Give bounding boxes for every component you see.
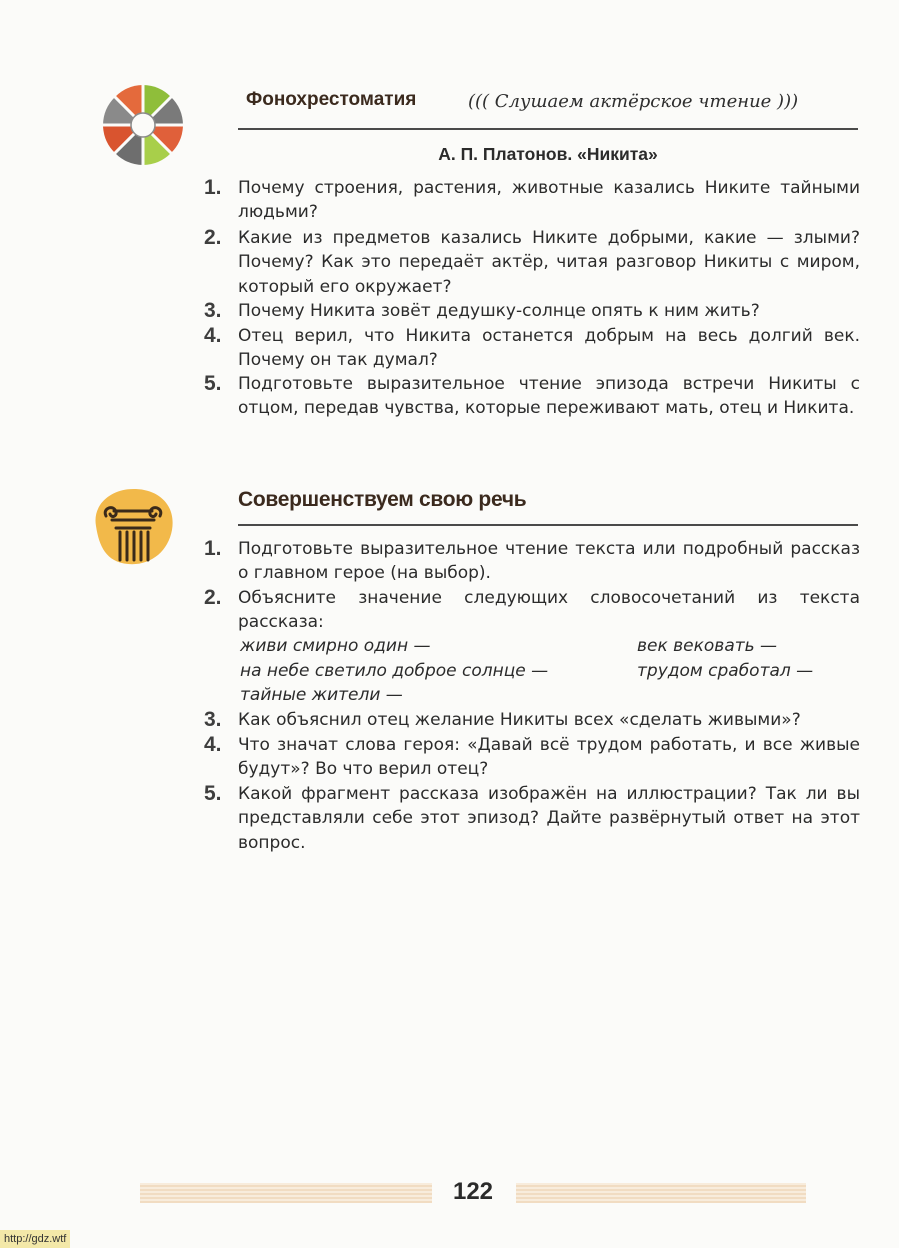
question-item bbox=[204, 782, 860, 855]
phrase-item: век вековать — bbox=[637, 636, 778, 656]
phrase-item: трудом сработал — bbox=[637, 661, 814, 681]
question-number: 1. bbox=[204, 176, 222, 199]
question-item bbox=[204, 226, 860, 299]
question-number: 3. bbox=[204, 708, 222, 731]
footer-decoration-right bbox=[516, 1183, 806, 1203]
phrase-item: живи смирно один — bbox=[240, 636, 431, 656]
question-number: 2. bbox=[204, 226, 222, 249]
work-title: А. П. Платонов. «Никита» bbox=[438, 144, 658, 164]
question-number: 2. bbox=[204, 586, 222, 609]
question-text: Почему строения, растения, животные казались Никите тайными людьми? bbox=[238, 178, 860, 223]
question-number: 3. bbox=[204, 299, 222, 322]
question-number: 4. bbox=[204, 733, 222, 756]
question-number: 4. bbox=[204, 324, 222, 347]
question-item bbox=[204, 372, 860, 421]
page-number: 122 bbox=[452, 1178, 494, 1205]
phrase-item: на небе светило доброе солнце — bbox=[240, 661, 549, 681]
footer-decoration-left bbox=[140, 1183, 432, 1203]
divider bbox=[238, 524, 858, 526]
question-item bbox=[204, 299, 860, 323]
sound-wheel-icon bbox=[100, 82, 186, 168]
question-text: Почему Никита зовёт дедушку-солнце опять к ним жить? bbox=[238, 301, 760, 321]
question-item bbox=[204, 708, 860, 732]
question-text: Какие из предметов казались Никите добрыми, какие — злыми? Почему? Как это передаёт актёр, читая разговор Никиты с миром, который его окружает? bbox=[238, 228, 860, 297]
question-text: Подготовьте выразительное чтение текста или подробный рассказ о главном герое (на выбор). bbox=[238, 539, 860, 584]
question-text: Какой фрагмент рассказа изображён на иллюстрации? Так ли вы представляли себе этот эпизод? Дайте развёрнутый ответ на этот вопрос. bbox=[238, 784, 860, 853]
watermark-link[interactable]: http://gdz.wtf bbox=[0, 1230, 70, 1248]
question-number: 1. bbox=[204, 537, 222, 560]
divider bbox=[238, 128, 858, 130]
section-heading-phonochrestomathy: Фонохрестоматия bbox=[246, 89, 417, 110]
question-item bbox=[204, 176, 860, 225]
question-text: Отец верил, что Никита останется добрым на весь долгий век. Почему он так думал? bbox=[238, 326, 860, 371]
question-text: Объясните значение следующих словосочетаний из текста рассказа: bbox=[238, 588, 860, 633]
listen-reading-subtitle: ((( Слушаем актёрское чтение ))) bbox=[468, 91, 799, 112]
question-number: 5. bbox=[204, 372, 222, 395]
phrase-item: тайные жители — bbox=[240, 685, 403, 705]
question-item bbox=[204, 586, 860, 635]
question-text: Подготовьте выразительное чтение эпизода встречи Никиты с отцом, передав чувства, которые переживают мать, отец и Никита. bbox=[238, 374, 860, 419]
question-text: Что значат слова героя: «Давай всё трудом работать, и все живые будут»? Во что верил отец? bbox=[238, 735, 860, 780]
question-number: 5. bbox=[204, 782, 222, 805]
question-item bbox=[204, 324, 860, 373]
greek-column-icon bbox=[90, 486, 176, 568]
section-heading-improve-speech: Совершенствуем свою речь bbox=[238, 488, 527, 511]
question-item bbox=[204, 733, 860, 782]
question-item bbox=[204, 537, 860, 586]
question-text: Как объяснил отец желание Никиты всех «сделать живыми»? bbox=[238, 710, 801, 730]
